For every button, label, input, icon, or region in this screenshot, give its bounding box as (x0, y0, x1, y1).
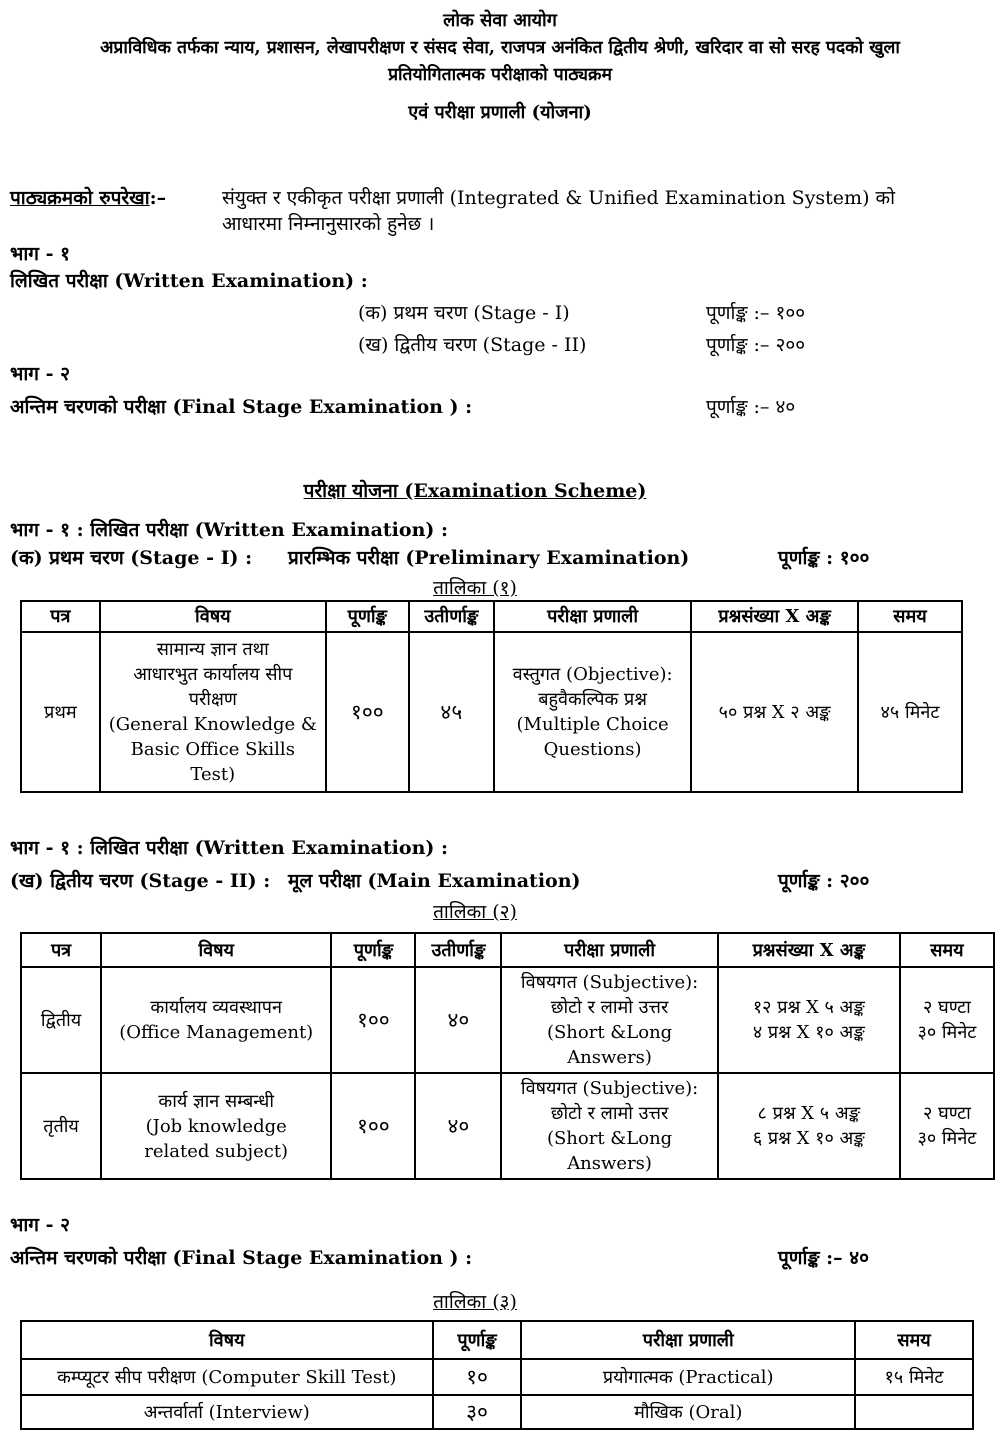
cell-line: (Multiple Choice (516, 714, 669, 735)
cell-line: १२ प्रश्न X ५ अङ्क (752, 997, 865, 1018)
table-2-caption: तालिका (२) (433, 901, 517, 923)
cell-exam-system: प्रयोगात्मक (Practical) (521, 1359, 855, 1395)
outline-stage-1-marks: पूर्णाङ्क :– १०० (706, 302, 806, 324)
scheme-title: परीक्षा योजना (Examination Scheme) (303, 480, 647, 502)
cell-line: विषयगत (Subjective): (520, 1078, 699, 1099)
cell-line: related subject) (144, 1140, 289, 1162)
scheme-s3-final: अन्तिम चरणको परीक्षा (Final Stage Examination ) : (10, 1247, 473, 1269)
cell-subject: कम्प्यूटर सीप परीक्षण (Computer Skill Test) (21, 1359, 433, 1395)
cell-line: कार्य ज्ञान सम्बन्धी (158, 1090, 274, 1112)
cell-line: (Short &Long (546, 1128, 673, 1149)
cell-line: (Office Management) (119, 1022, 314, 1043)
table-row (21, 632, 962, 792)
scheme-s2-exam: मूल परीक्षा (Main Examination) (288, 870, 581, 892)
cell-line: ३० मिनेट (917, 1128, 977, 1149)
table-2 (20, 932, 995, 1180)
outline-text-2: आधारमा निम्नानुसारको हुनेछ । (222, 213, 435, 235)
cell-line: ८ प्रश्न X ५ अङ्क (757, 1103, 861, 1124)
th-subject: विषय (21, 1321, 433, 1359)
outline-written: लिखित परीक्षा (Written Examination) : (10, 270, 368, 292)
cell-full-marks: ३० (433, 1395, 522, 1429)
cell-line: २ घण्टा (923, 1103, 971, 1124)
scheme-s1-marks: पूर्णाङ्क : १०० (778, 547, 870, 569)
cell-line: Test) (190, 764, 236, 785)
cell-questions (718, 1073, 900, 1179)
cell-time (900, 1073, 994, 1179)
table-3-caption: तालिका (३) (433, 1291, 517, 1313)
cell-full-marks: १०० (326, 632, 409, 792)
cell-questions: ५० प्रश्न X २ अङ्क (691, 632, 858, 792)
cell-time: ४५ मिनेट (858, 632, 962, 792)
cell-time (900, 967, 994, 1073)
cell-line: ४ प्रश्न X १० अङ्क (752, 1022, 865, 1043)
cell-line: Answers) (567, 1153, 652, 1174)
cell-pass-marks: ४५ (409, 632, 494, 792)
th-time: समय (855, 1321, 973, 1359)
th-exam-system: परीक्षा प्रणाली (521, 1321, 855, 1359)
outline-label: पाठ्यक्रमको रुपरेखा (10, 187, 150, 209)
cell-paper: तृतीय (21, 1073, 101, 1179)
table-3-header-row (21, 1321, 973, 1359)
cell-line: छोटो र लामो उत्तर (550, 997, 669, 1018)
table-1-header-row (21, 601, 962, 632)
cell-exam-system (501, 967, 717, 1073)
cell-line: ३० मिनेट (917, 1022, 977, 1043)
org-title: लोक सेवा आयोग (443, 10, 557, 31)
outline-final-marks: पूर्णाङ्क :– ४० (706, 396, 796, 418)
cell-line: वस्तुगत (Objective): (512, 664, 673, 685)
cell-pass-marks: ४० (415, 1073, 501, 1179)
scheme-s2-part: भाग - १ : लिखित परीक्षा (Written Examination) : (10, 837, 449, 859)
cell-subject (100, 632, 326, 792)
header-line-2: अप्राविधिक तर्फका न्याय, प्रशासन, लेखापरीक्षण र संसद सेवा, राजपत्र अनंकित द्वितीय श्रेणी, खरिदार वा सो सरह पदको खुला (100, 38, 900, 58)
scheme-s1-stage: (क) प्रथम चरण (Stage - I) : (10, 547, 253, 569)
outline-stage-2: (ख) द्वितीय चरण (Stage - II) (358, 334, 587, 356)
outline-label-suffix: :– (149, 187, 167, 209)
cell-line: ६ प्रश्न X १० अङ्क (752, 1128, 865, 1149)
th-exam-system: परीक्षा प्रणाली (501, 933, 717, 967)
scheme-s1-exam: प्रारम्भिक परीक्षा (Preliminary Examination) (288, 547, 690, 569)
th-subject: विषय (101, 933, 331, 967)
cell-paper: द्वितीय (21, 967, 101, 1073)
table-row (21, 1395, 973, 1429)
scheme-s1-part: भाग - १ : लिखित परीक्षा (Written Examination) : (10, 519, 449, 541)
scheme-s3-marks: पूर्णाङ्क :– ४० (778, 1247, 869, 1269)
cell-line: कार्यालय व्यवस्थापन (150, 997, 282, 1018)
cell-full-marks: १० (433, 1359, 522, 1395)
th-subject: विषय (100, 601, 326, 632)
table-row (21, 967, 994, 1073)
th-pass-marks: उतीर्णाङ्क (409, 601, 494, 632)
cell-line: (Short &Long (546, 1022, 673, 1043)
table-row (21, 1359, 973, 1395)
header-line-4: एवं परीक्षा प्रणाली (योजना) (408, 102, 592, 123)
outline-part-1: भाग - १ (10, 243, 70, 265)
th-time: समय (900, 933, 994, 967)
cell-exam-system (501, 1073, 717, 1179)
th-questions: प्रश्नसंख्या X अङ्क (718, 933, 900, 967)
th-time: समय (858, 601, 962, 632)
cell-line: Questions) (543, 739, 642, 760)
table-3 (20, 1320, 974, 1430)
cell-subject: अन्तर्वार्ता (Interview) (21, 1395, 433, 1429)
th-full-marks: पूर्णाङ्क (331, 933, 415, 967)
th-full-marks: पूर्णाङ्क (433, 1321, 522, 1359)
cell-exam-system (494, 632, 691, 792)
cell-paper: प्रथम (21, 632, 100, 792)
th-paper: पत्र (21, 933, 101, 967)
cell-questions (718, 967, 900, 1073)
table-1-caption: तालिका (१) (433, 577, 517, 599)
table-2-header-row (21, 933, 994, 967)
cell-subject (101, 967, 331, 1073)
cell-line: सामान्य ज्ञान तथा (156, 639, 269, 660)
cell-line: विषयगत (Subjective): (520, 972, 699, 993)
th-pass-marks: उतीर्णाङ्क (415, 933, 501, 967)
header-line-3: प्रतियोगितात्मक परीक्षाको पाठ्यक्रम (388, 65, 612, 85)
outline-final: अन्तिम चरणको परीक्षा (Final Stage Examination ) : (10, 396, 473, 418)
outline-stage-1: (क) प्रथम चरण (Stage - I) (358, 302, 570, 324)
cell-pass-marks: ४० (415, 967, 501, 1073)
cell-line: आधारभुत कार्यालय सीप (133, 664, 293, 685)
cell-exam-system: मौखिक (Oral) (521, 1395, 855, 1429)
cell-time: १५ मिनेट (855, 1359, 973, 1395)
cell-line: Basic Office Skills (130, 739, 295, 760)
cell-time (855, 1395, 973, 1429)
table-1 (20, 600, 963, 793)
outline-part-2: भाग - २ (10, 363, 70, 385)
outline-stage-2-marks: पूर्णाङ्क :– २०० (706, 334, 806, 356)
scheme-s2-marks: पूर्णाङ्क : २०० (778, 870, 870, 892)
cell-line: बहुवैकल्पिक प्रश्न (538, 689, 647, 710)
cell-line: (Job knowledge (145, 1115, 287, 1137)
cell-line: २ घण्टा (923, 997, 971, 1018)
outline-label-row (10, 184, 166, 210)
th-paper: पत्र (21, 601, 100, 632)
th-exam-system: परीक्षा प्रणाली (494, 601, 691, 632)
cell-full-marks: १०० (331, 967, 415, 1073)
cell-line: Answers) (567, 1047, 652, 1068)
scheme-s2-stage: (ख) द्वितीय चरण (Stage - II) : (10, 870, 271, 892)
th-full-marks: पूर्णाङ्क (326, 601, 409, 632)
table-row (21, 1073, 994, 1179)
th-questions: प्रश्नसंख्या X अङ्क (691, 601, 858, 632)
outline-text-1: संयुक्त र एकीकृत परीक्षा प्रणाली (Integrated & Unified Examination System) को (222, 187, 896, 209)
cell-line: छोटो र लामो उत्तर (550, 1103, 669, 1124)
cell-line: (General Knowledge & (108, 714, 317, 735)
scheme-s3-part: भाग - २ (10, 1214, 70, 1236)
cell-subject (101, 1073, 331, 1179)
cell-line: परीक्षण (188, 689, 237, 710)
cell-full-marks: १०० (331, 1073, 415, 1179)
